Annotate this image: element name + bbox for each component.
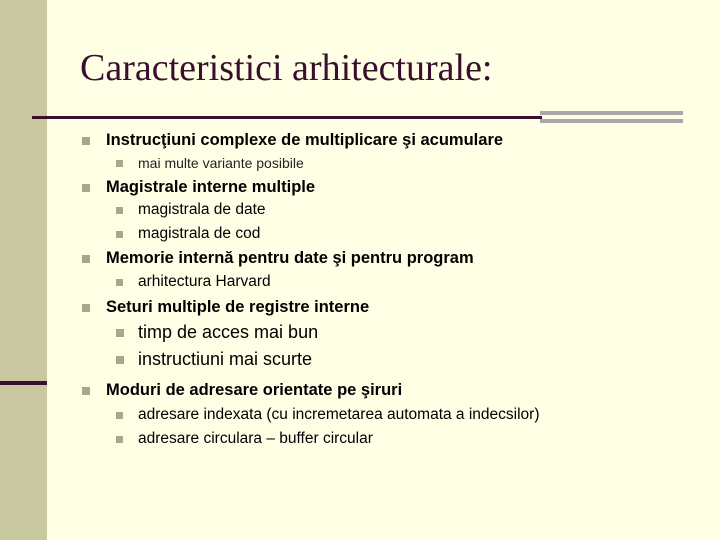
- bullet-item: [82, 249, 474, 268]
- sub-bullet-text: instructiuni mai scurte: [138, 349, 313, 369]
- bullet-item: [82, 178, 315, 197]
- square-bullet-icon: [116, 412, 123, 419]
- sub-bullet-text: mai multe variante posibile: [138, 155, 304, 171]
- bullet-text: Magistrale interne multiple: [106, 178, 316, 196]
- sub-bullet-item: [116, 155, 304, 171]
- sub-bullet-text: adresare indexata (cu incremetarea automata a indecsilor): [138, 406, 540, 423]
- bullet-item: [82, 381, 402, 400]
- square-bullet-icon: [82, 137, 90, 145]
- square-bullet-icon: [116, 279, 123, 286]
- sub-bullet-text: timp de acces mai bun: [138, 322, 319, 342]
- square-bullet-icon: [116, 436, 123, 443]
- square-bullet-icon: [116, 207, 123, 214]
- sub-bullet-item: [116, 322, 318, 343]
- bullet-text: Memorie internă pentru date şi pentru program: [106, 249, 474, 267]
- square-bullet-icon: [116, 329, 124, 337]
- sub-bullet-item: [116, 225, 260, 243]
- square-bullet-icon: [116, 231, 123, 238]
- title-underline: [32, 116, 542, 119]
- left-decorative-band: [0, 0, 47, 540]
- square-bullet-icon: [116, 160, 123, 167]
- sub-bullet-item: [116, 349, 312, 370]
- square-bullet-icon: [82, 255, 90, 263]
- sub-bullet-item: [116, 273, 271, 291]
- bullet-item: [82, 298, 369, 317]
- bullet-text: Seturi multiple de registre interne: [106, 298, 370, 316]
- bullet-text: Instrucţiuni complexe de multiplicare şi acumulare: [106, 131, 504, 149]
- title-underline-double: [540, 111, 683, 123]
- sub-bullet-text: adresare circulara – buffer circular: [138, 430, 373, 447]
- square-bullet-icon: [116, 356, 124, 364]
- sub-bullet-item: [116, 406, 540, 424]
- sub-bullet-item: [116, 201, 266, 219]
- slide-title: Caracteristici arhitecturale:: [80, 47, 493, 89]
- sub-bullet-text: magistrala de cod: [138, 225, 261, 242]
- sub-bullet-text: magistrala de date: [138, 201, 266, 218]
- bullet-text: Moduri de adresare orientate pe şiruri: [106, 381, 403, 399]
- bullet-item: [82, 131, 503, 150]
- square-bullet-icon: [82, 304, 90, 312]
- square-bullet-icon: [82, 184, 90, 192]
- sub-bullet-item: [116, 430, 373, 448]
- sub-bullet-text: arhitectura Harvard: [138, 273, 271, 290]
- square-bullet-icon: [82, 387, 90, 395]
- left-accent-rule: [0, 381, 47, 385]
